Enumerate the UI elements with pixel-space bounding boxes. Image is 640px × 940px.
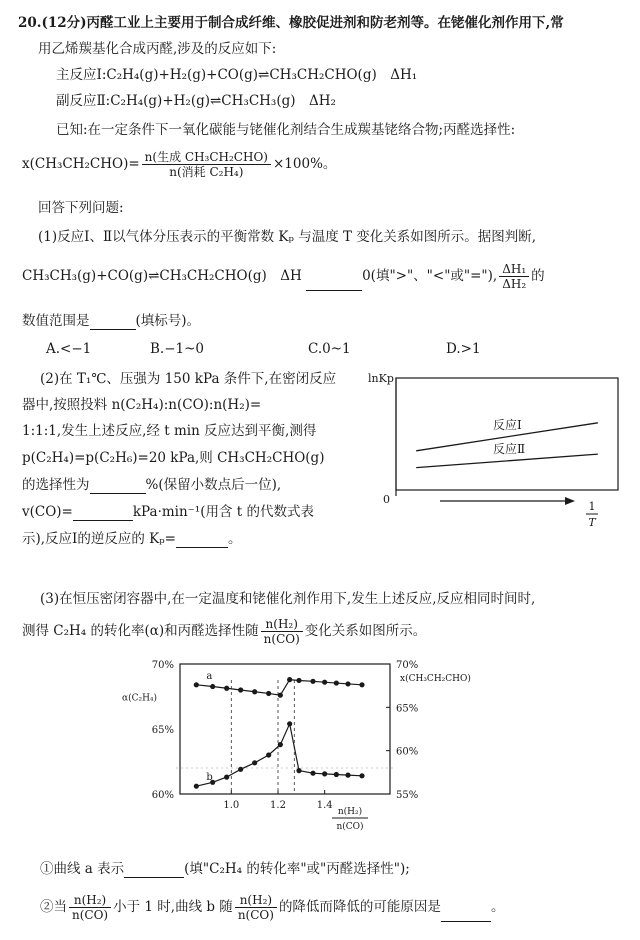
chart2-left-tick-label: 70% bbox=[151, 660, 174, 671]
selectivity-lhs: x(CH₃CH₂CHO)= bbox=[22, 156, 140, 172]
q3-line-1: (3)在恒压密闭容器中,在一定温度和铑催化剂作用下,发生上述反应,反应相同时间时, bbox=[40, 591, 536, 607]
selectivity-fraction bbox=[142, 150, 271, 179]
q2-sel-label: 的选择性为 bbox=[22, 477, 90, 493]
chart2-series-b-point bbox=[224, 775, 229, 780]
selectivity-rhs: ×100%。 bbox=[272, 156, 337, 172]
chart2-series-b-point bbox=[322, 771, 327, 776]
q3-sub-2c: 的降低而降低的可能原因是 bbox=[278, 899, 441, 915]
q2-line-2: 器中,按照投料 n(C₂H₄):n(CO):n(H₂)= bbox=[22, 397, 262, 413]
kp-series-label-1: 反应Ⅰ bbox=[493, 417, 522, 432]
q2-sel-tail: %(保留小数点后一位), bbox=[145, 477, 282, 493]
q2-line-5 bbox=[22, 476, 281, 494]
chart2-right-axis-label: x(CH₃CH₂CHO) bbox=[400, 674, 471, 684]
chart2-x-label-den: n(CO) bbox=[336, 822, 364, 832]
chart2-series-b-point bbox=[310, 771, 315, 776]
chart2-left-axis-label: α(C₂H₄) bbox=[122, 693, 158, 704]
q2-v-label: v(CO)= bbox=[22, 504, 73, 520]
chart2-series-b-point bbox=[334, 772, 339, 777]
selectivity-formula bbox=[22, 150, 336, 179]
chart2-series-a-label: a bbox=[206, 670, 213, 682]
chart2-series-b-point bbox=[287, 721, 292, 726]
chart2-right-tick-label: 60% bbox=[396, 746, 419, 758]
chart2-series-b-point bbox=[296, 768, 301, 773]
q2-kp-label: 示),反应Ⅰ的逆反应的 Kₚ= bbox=[22, 531, 176, 547]
chart2-series-a-point bbox=[238, 687, 243, 692]
chart2-series-b-point bbox=[194, 784, 199, 789]
selectivity-num: n(生成 CH₃CH₂CHO) bbox=[142, 150, 271, 165]
chart2-x-label-num: n(H₂) bbox=[337, 807, 363, 817]
q2-blank-rate[interactable] bbox=[73, 506, 133, 521]
kp-series-line-2 bbox=[416, 454, 598, 467]
q3-line-2b: 变化关系如图所示。 bbox=[304, 623, 427, 639]
option-b[interactable]: B.−1~0 bbox=[150, 341, 205, 357]
q1-fill-hint: 0(填">"、"<"或"="), bbox=[362, 268, 498, 284]
chart2-series-a-point bbox=[322, 680, 327, 685]
q3-sub-2-frac-2-den: n(CO) bbox=[237, 908, 274, 922]
q1-of: 的 bbox=[531, 268, 545, 284]
chart2-left-tick-label: 65% bbox=[151, 725, 174, 736]
option-a[interactable]: A.<−1 bbox=[46, 341, 92, 357]
answer-prompt: 回答下列问题: bbox=[38, 200, 124, 216]
chart2-series-a-point bbox=[266, 691, 271, 696]
option-c[interactable]: C.0~1 bbox=[308, 341, 351, 357]
chart2-series-a-point bbox=[252, 689, 257, 694]
chart2-right-tick-label: 65% bbox=[396, 703, 419, 715]
q3-sub-2-frac-1-num: n(H₂) bbox=[69, 893, 111, 908]
q3-sub-2-frac-2-num: n(H₂) bbox=[235, 893, 277, 908]
chart2-series-a-point bbox=[194, 682, 199, 687]
q3-sub-1b: (填"C₂H₄ 的转化率"或"丙醛选择性"); bbox=[184, 861, 410, 877]
q3-sub-2d: 。 bbox=[490, 899, 505, 915]
q1-range-label: 数值范围是 bbox=[22, 313, 90, 329]
q3-blank-curve-a[interactable] bbox=[124, 863, 184, 878]
question-header: 20.(12分)丙醛工业上主要用于制合成纤维、橡胶促进剂和防老剂等。在铑催化剂作用下,常 bbox=[18, 15, 564, 31]
q2-line-1: (2)在 T₁℃、压强为 150 kPa 条件下,在密闭反应 bbox=[40, 371, 337, 387]
q1-text: (1)反应Ⅰ、Ⅱ以气体分压表示的平衡常数 Kₚ 与温度 T 变化关系如图所示。据图判断, bbox=[38, 229, 537, 245]
chart2-series-a-point bbox=[310, 679, 315, 684]
chart2-x-tick-label: 1.0 bbox=[223, 800, 240, 811]
chart2-left-tick-label: 60% bbox=[151, 790, 174, 801]
q1-blank-sign[interactable] bbox=[306, 276, 362, 291]
chart2-series-b-point bbox=[238, 767, 243, 772]
chart2-series-b-point bbox=[278, 742, 283, 747]
q2-blank-selectivity[interactable] bbox=[90, 479, 146, 494]
chart2-series-b-point bbox=[359, 773, 364, 778]
chart2-x-tick-label: 1.4 bbox=[316, 800, 333, 811]
kp-origin-label: 0 bbox=[383, 493, 390, 506]
kp-chart bbox=[360, 364, 630, 536]
q3-sub-1 bbox=[40, 860, 410, 878]
q3-sub-2a: ②当 bbox=[40, 899, 67, 915]
kp-x-label-num: 1 bbox=[588, 500, 596, 513]
q1-equation: CH₃CH₃(g)+CO(g)⇌CH₃CH₂CHO(g) ΔH bbox=[22, 268, 302, 284]
main-reaction: 主反应Ⅰ:C₂H₄(g)+H₂(g)+CO(g)⇌CH₃CH₂CHO(g) ΔH₁ bbox=[56, 67, 418, 83]
q1-fraction bbox=[499, 262, 529, 291]
q2-blank-kp[interactable] bbox=[176, 533, 228, 548]
q3-line-2 bbox=[22, 617, 426, 646]
chart2-series-a-point bbox=[359, 682, 364, 687]
side-reaction: 副反应Ⅱ:C₂H₄(g)+H₂(g)⇌CH₃CH₃(g) ΔH₂ bbox=[56, 93, 336, 109]
chart2-right-tick-label: 55% bbox=[396, 790, 419, 801]
q1-frac-num: ΔH₁ bbox=[499, 262, 529, 277]
q2-line-7 bbox=[22, 530, 241, 548]
q2-v-tail: kPa·min⁻¹(用含 t 的代数式表 bbox=[132, 504, 314, 520]
q2-line-4: p(C₂H₄)=p(C₂H₆)=20 kPa,则 CH₃CH₂CHO(g) bbox=[22, 450, 325, 466]
conversion-selectivity-chart bbox=[120, 650, 520, 850]
kp-x-label-den: T bbox=[588, 516, 596, 529]
chart2-series-a-point bbox=[296, 678, 301, 683]
chart2-series-b-label: b bbox=[206, 772, 213, 784]
q3-frac-den: n(CO) bbox=[263, 632, 300, 646]
q3-fraction bbox=[261, 617, 303, 646]
chart2-series-a-point bbox=[210, 684, 215, 689]
question-line2: 用乙烯羰基化合成丙醛,涉及的反应如下: bbox=[38, 41, 277, 57]
q3-sub-2-frac-1 bbox=[69, 893, 111, 922]
q3-sub-2-frac-2 bbox=[235, 893, 277, 922]
q3-sub-1a: ①曲线 a 表示 bbox=[40, 861, 125, 877]
kp-chart-frame bbox=[396, 378, 618, 490]
chart2-right-tick-label: 70% bbox=[396, 660, 419, 671]
q2-end: 。 bbox=[227, 531, 242, 547]
chart2-x-tick-label: 1.2 bbox=[270, 800, 286, 811]
q1-range-tail: (填标号)。 bbox=[135, 313, 201, 329]
q1-frac-den: ΔH₂ bbox=[502, 277, 527, 291]
q3-sub-2b: 小于 1 时,曲线 b 随 bbox=[113, 899, 233, 915]
kp-series-label-2: 反应Ⅱ bbox=[493, 441, 526, 456]
q3-line-2a: 测得 C₂H₄ 的转化率(α)和丙醛选择性随 bbox=[22, 623, 259, 639]
q2-line-6 bbox=[22, 503, 314, 521]
chart2-series-a-point bbox=[287, 677, 292, 682]
q3-blank-reason[interactable] bbox=[441, 907, 491, 922]
chart2-series-a-point bbox=[345, 681, 350, 686]
chart2-series-a-point bbox=[224, 686, 229, 691]
q3-sub-2 bbox=[40, 893, 504, 922]
chart2-series-a-point bbox=[278, 693, 283, 698]
q3-frac-num: n(H₂) bbox=[261, 617, 303, 632]
q1-equation-line bbox=[22, 262, 545, 291]
q2-line-3: 1:1:1,发生上述反应,经 t min 反应达到平衡,测得 bbox=[22, 423, 317, 439]
chart2-series-b-point bbox=[252, 760, 257, 765]
chart2-series-a-point bbox=[334, 680, 339, 685]
known-text: 已知:在一定条件下一氧化碳能与铑催化剂结合生成羰基铑络合物;丙醛选择性: bbox=[56, 122, 516, 138]
selectivity-den: n(消耗 C₂H₄) bbox=[169, 165, 244, 179]
q3-sub-2-frac-1-den: n(CO) bbox=[72, 908, 109, 922]
q1-range-line bbox=[22, 312, 200, 330]
chart2-series-b-point bbox=[266, 752, 271, 757]
kp-x-arrowhead bbox=[565, 497, 575, 505]
chart2-series-b-point bbox=[345, 773, 350, 778]
kp-y-label: lnKp bbox=[368, 372, 394, 385]
q1-blank-range[interactable] bbox=[90, 315, 136, 330]
option-d[interactable]: D.>1 bbox=[446, 341, 481, 357]
